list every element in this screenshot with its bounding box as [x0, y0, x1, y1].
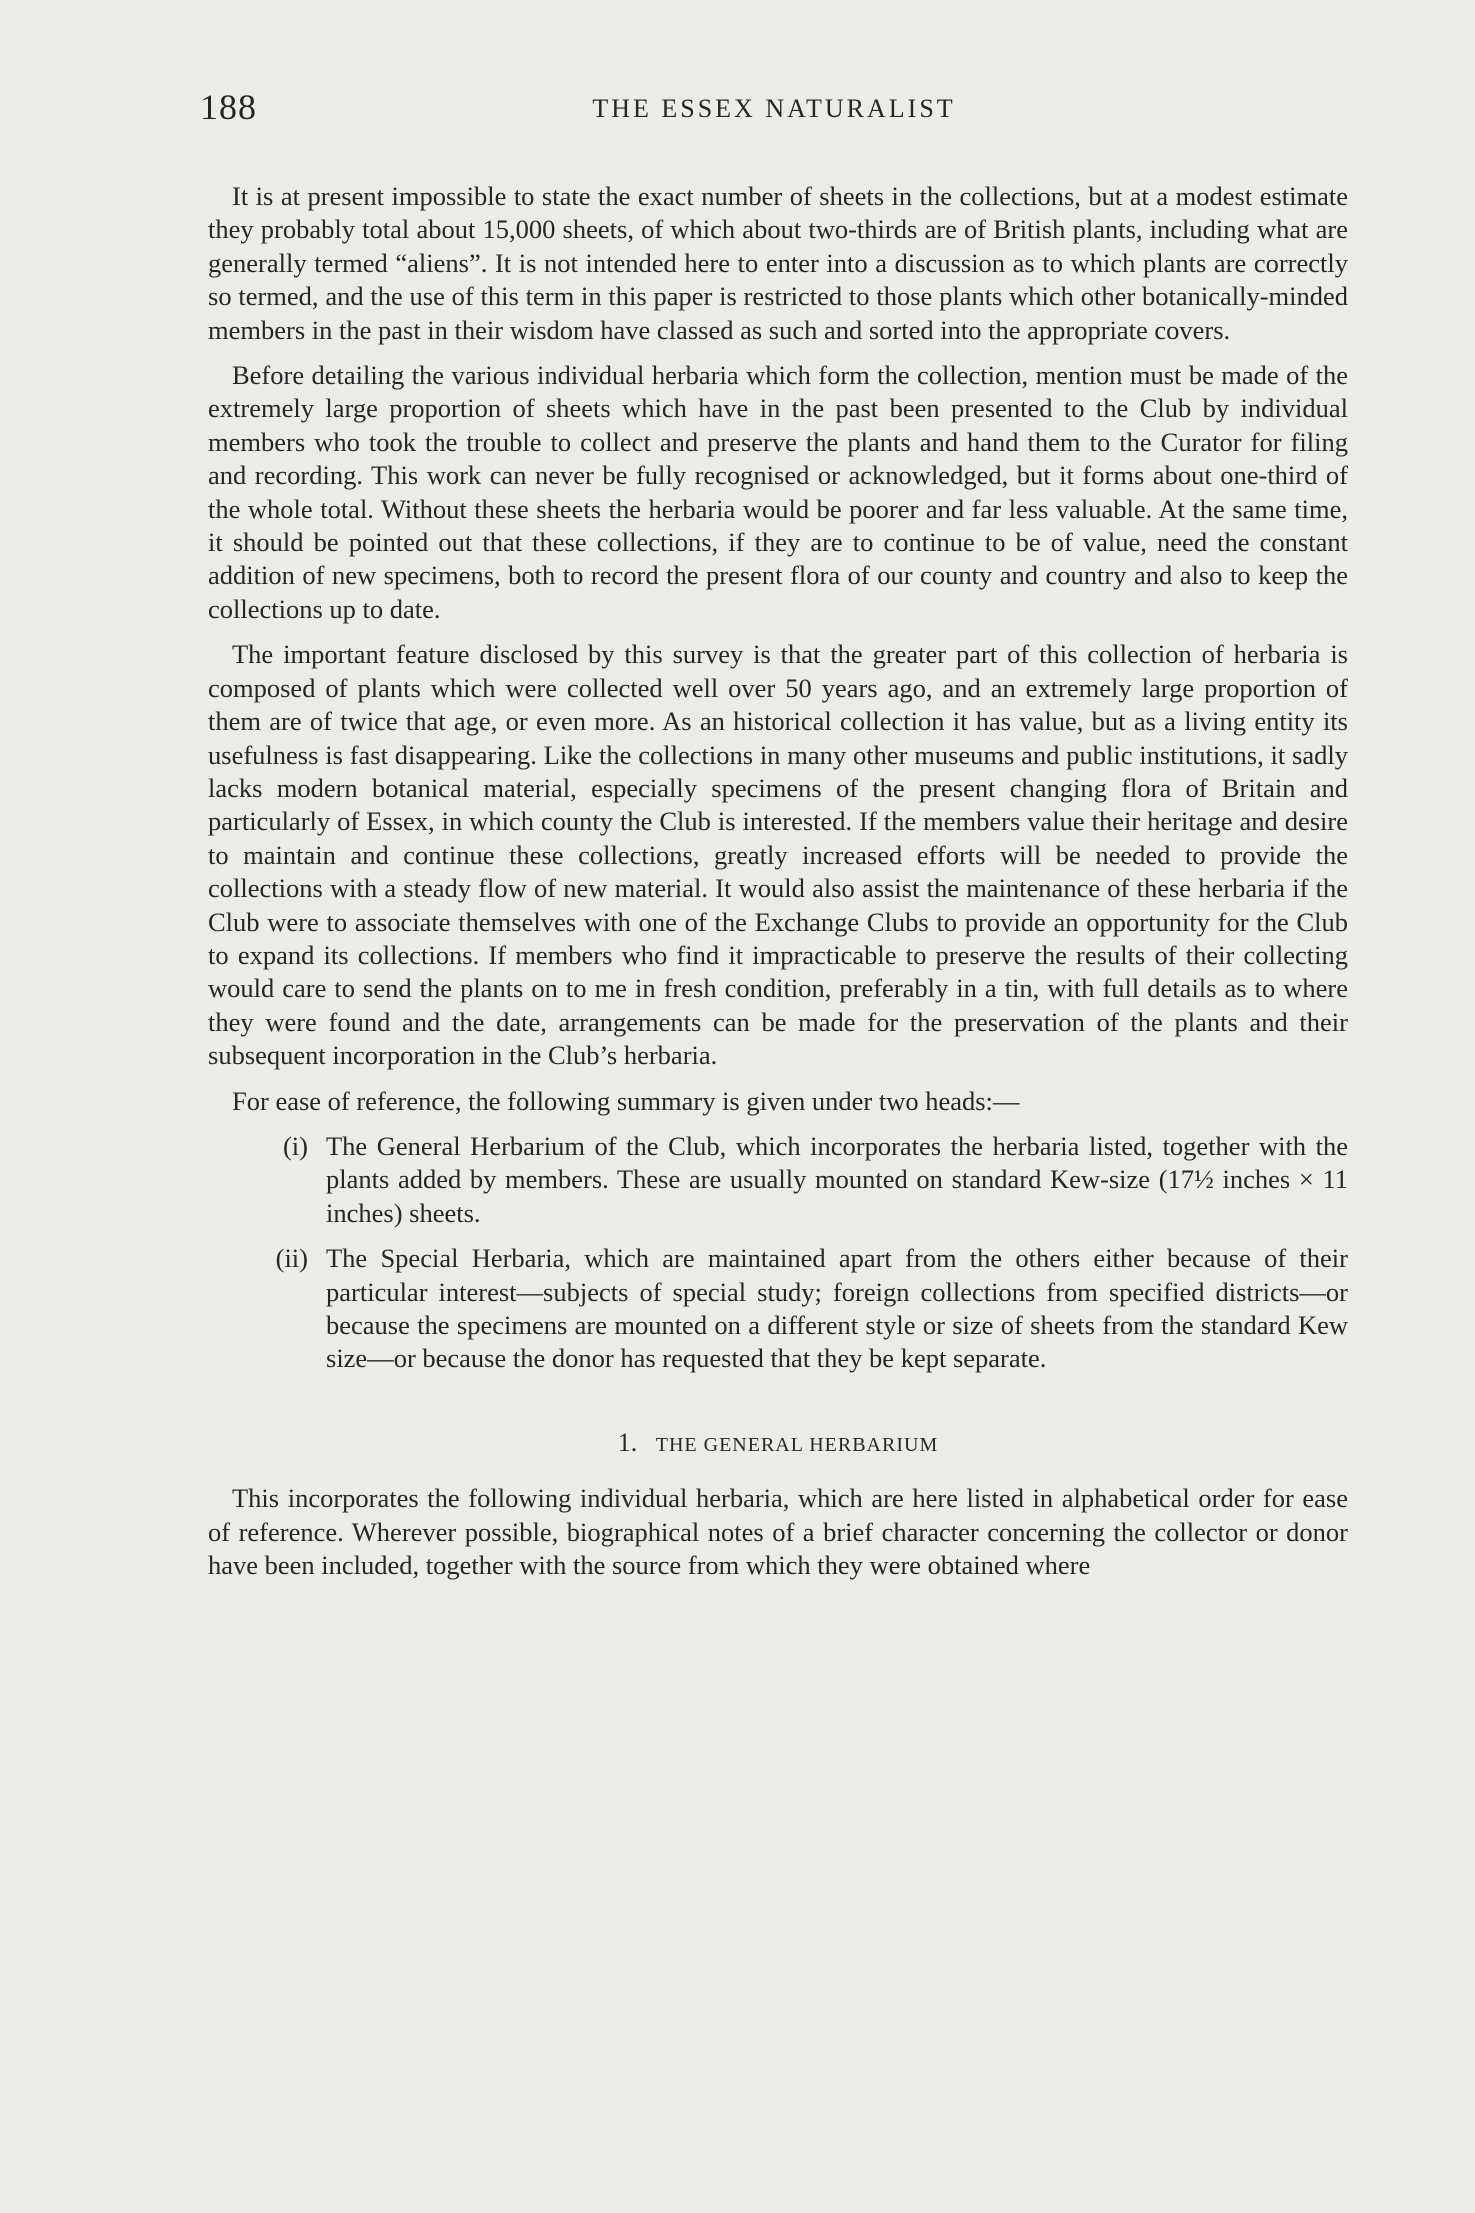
paragraph-survey-feature: The important feature disclosed by this survey is that the greater part of this collection of herbaria is composed of plants which were collected well over 50 years ago, and an extremely large proportion of them are of twice that age, or even more. As an historical collection it has value, but as a living entity its usefulness is fast disappearing. Like the collections in many other museums and public institutions, it sadly lacks modern botanical material, especially specimens of the present changing flora of Britain and particularly of Essex, in which county the Club is interested. If the members value their heritage and desire to maintain and continue these collections, greatly increased efforts will be needed to provide the collections with a steady flow of new material. It would also assist the maintenance of these herbaria if the Club were to associate themselves with one of the Exchange Clubs to provide an opportunity for the Club to expand its collections. If members who find it impracticable to preserve the results of their collecting would care to send the plants on to me in fresh condition, preferably in a tin, with full details as to where they were found and the date, arrangements can be made for the preservation of the plants and their subsequent incorporation in the Club’s herbaria. — [208, 639, 1348, 1071]
section-number: 1. — [617, 1427, 638, 1457]
list-item — [208, 1242, 1348, 1376]
summary-list — [208, 1130, 1348, 1376]
section-heading — [208, 1426, 1348, 1462]
journal-title: THE ESSEX NATURALIST — [592, 94, 956, 123]
list-item-text: The General Herbarium of the Club, which incorporates the herbaria listed, together with the plants added by members. These are usually mounted on standard Kew-size (17½ inches × 11 inches) sheets. — [326, 1130, 1348, 1228]
list-item-number: (i) — [282, 1130, 308, 1161]
page-number: 188 — [200, 87, 257, 127]
running-head — [200, 86, 1348, 136]
list-item-number: (ii) — [275, 1243, 308, 1274]
paragraph-general-herbarium: This incorporates the following individual herbaria, which are here listed in alphabetical order for ease of reference. Wherever possible, biographical notes of a brief character concerning the collector or donor have been included, together with the source from which they were obtained where — [208, 1483, 1348, 1581]
list-item — [208, 1130, 1348, 1230]
list-item-text: The Special Herbaria, which are maintained apart from the others either because of their particular interest—subjects of special study; foreign collections from specified districts—or because the specimens are mounted on a different style or size of sheets from the standard Kew size—or because the donor has requested that they be kept separate. — [326, 1243, 1348, 1374]
paragraph-member-contributions: Before detailing the various individual herbaria which form the collection, mention must be made of the extremely large proportion of sheets which have in the past been presented to the Club by individual members who took the trouble to collect and preserve the plants and hand them to the Curator for filing and recording. This work can never be fully recognised or acknowledged, but it forms about one-third of the whole total. Without these sheets the herbaria would be poorer and far less valuable. At the same time, it should be pointed out that these collections, if they are to continue to be of value, need the constant addition of new specimens, both to record the present flora of our county and country and also to keep the collections up to date. — [208, 360, 1348, 624]
body-text — [208, 180, 1348, 1594]
section-title: THE GENERAL HERBARIUM — [655, 1433, 939, 1456]
paragraph-summary-intro: For ease of reference, the following summary is given under two heads:— — [232, 1085, 1020, 1116]
paragraph-collections-estimate: It is at present impossible to state the exact number of sheets in the collections, but at a modest estimate they probably total about 15,000 sheets, of which about two-thirds are of British plants, including what are generally termed “aliens”. It is not intended here to enter into a discussion as to which plants are correctly so termed, and the use of this term in this paper is restricted to those plants which other botanically-minded members in the past in their wisdom have classed as such and sorted into the appropriate covers. — [208, 181, 1348, 345]
